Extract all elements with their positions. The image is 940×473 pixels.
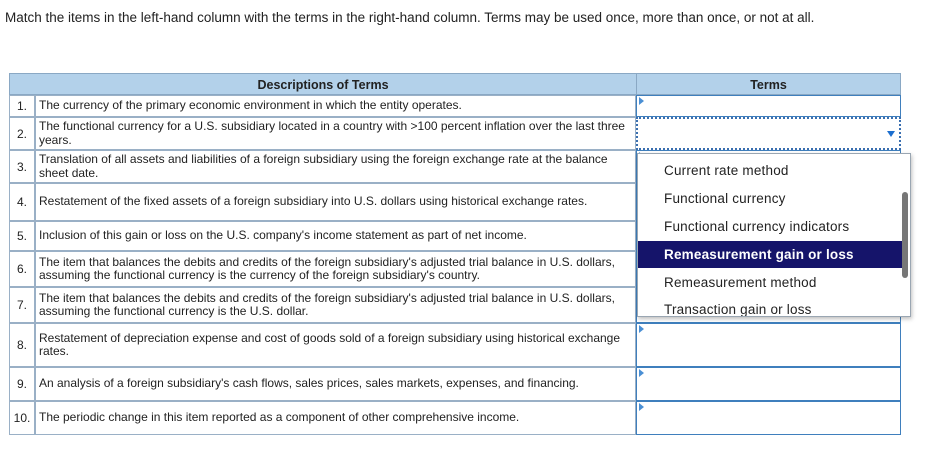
row-number: 8. [9,323,35,367]
terms-dropdown-list[interactable] [637,153,911,317]
row-description: Restatement of the fixed assets of a foreign subsidiary into U.S. dollars using historical exchange rates. [35,183,636,221]
option-remeasurement-method[interactable]: Remeasurement method [664,275,817,290]
row-number: 10. [9,401,35,435]
dropdown-scrollbar[interactable] [902,192,908,278]
row-description: An analysis of a foreign subsidiary's cash flows, sales prices, sales markets, expenses, and financing. [35,367,636,401]
option-transaction-gain-or-loss[interactable]: Transaction gain or loss [664,302,812,317]
row-number: 5. [9,221,35,251]
row-number: 1. [9,95,35,117]
row-number: 4. [9,183,35,221]
row-description: The currency of the primary economic environment in which the entity operates. [35,95,636,117]
answer-select-9[interactable] [636,367,901,401]
row-number: 3. [9,150,35,183]
chevron-down-icon[interactable] [887,131,895,137]
row-number: 6. [9,251,35,287]
marker-icon [639,403,644,411]
instructions: Match the items in the left-hand column with the terms in the right-hand column. Terms may be used once, more than once, or not at all. [5,10,815,25]
answer-select-8[interactable] [636,323,901,367]
row-description: Translation of all assets and liabilities of a foreign subsidiary using the foreign exchange rate at the balance sheet date. [35,150,636,183]
row-number: 9. [9,367,35,401]
row-description: Restatement of depreciation expense and cost of goods sold of a foreign subsidiary using historical exchange rates. [35,323,636,367]
marker-icon [639,369,644,377]
option-remeasurement-gain-or-loss[interactable]: Remeasurement gain or loss [638,241,903,268]
option-current-rate-method[interactable]: Current rate method [664,163,789,178]
row-number: 2. [9,117,35,150]
row-description: The periodic change in this item reported as a component of other comprehensive income. [35,401,636,435]
row-number: 7. [9,287,35,323]
terms-header: Terms [636,73,901,95]
answer-select-10[interactable] [636,401,901,435]
row-description: The item that balances the debits and credits of the foreign subsidiary's adjusted trial balance in U.S. dollars, assuming the functional currency is the currency of the foreign subsidiary's country. [35,251,636,287]
marker-icon [639,97,644,105]
row-description: Inclusion of this gain or loss on the U.S. company's income statement as part of net income. [35,221,636,251]
row-description: The item that balances the debits and credits of the foreign subsidiary's adjusted trial balance in U.S. dollars, assuming the functional currency is the U.S. dollar. [35,287,636,323]
marker-icon [639,325,644,333]
option-functional-currency[interactable]: Functional currency [664,191,786,206]
answer-select-2[interactable] [636,117,901,150]
descriptions-header: Descriptions of Terms [9,73,637,95]
answer-select-1[interactable] [636,95,901,117]
option-functional-currency-indicators[interactable]: Functional currency indicators [664,219,850,234]
row-description: The functional currency for a U.S. subsidiary located in a country with >100 percent inflation over the last three years. [35,117,636,150]
